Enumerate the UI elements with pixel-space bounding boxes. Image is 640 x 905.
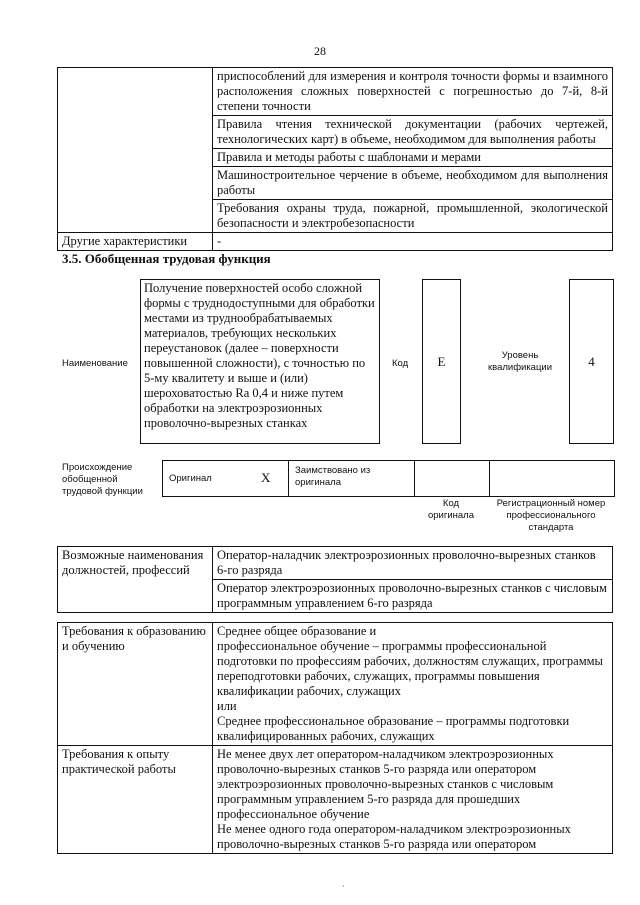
cell-line: Среднее профессиональное образование – программы подготовки квалифицированных рабочих, служащих: [217, 714, 570, 743]
original-mark: X: [261, 470, 271, 485]
code-value-box: E: [422, 279, 461, 444]
table-row: [58, 68, 613, 116]
cell-line: или: [217, 699, 237, 713]
table-cell-left: Возможные наименования должностей, профессий: [58, 547, 213, 613]
code-original-label: Код оригинала: [427, 498, 474, 521]
table-cell-left: Другие характеристики: [58, 233, 213, 251]
page-mark: ·: [342, 882, 345, 891]
table-cell: Оператор-наладчик электроэрозионных проволочно-вырезных станков 6-го разряда: [213, 547, 613, 580]
cell-line: Среднее общее образование и: [217, 624, 377, 638]
function-name-box: Получение поверхностей особо сложной формы с труднодоступными для обработки местами из труднообрабатываемых материалов, требующих нескольких переустановок (далее – поверхности повышенной сложности), с точностью по 5-му квалитету и выше и (или) шероховатостью Ra 0,4 и ниже путем обработки на электроэрозионных проволочно-вырезных станках: [140, 279, 380, 444]
table-row: [58, 547, 613, 580]
level-label: Уровень квалификации: [487, 350, 553, 373]
table-cell: Машиностроительное черчение в объеме, необходимом для выполнения работы: [213, 167, 613, 200]
table-cell: Правила чтения технической документации (рабочих чертежей, технологических карт) в объеме, необходимом для выполнения работы: [213, 116, 613, 149]
table-cell: Правила и методы работы с шаблонами и мерами: [213, 149, 613, 167]
level-value-box: 4: [569, 279, 614, 444]
table-cell: -: [213, 233, 613, 251]
table-row: [58, 233, 613, 251]
table-cell: Требования охраны труда, пожарной, промышленной, экологической безопасности и электробезопасности: [213, 200, 613, 233]
origin-original-cell: [162, 460, 289, 497]
borrowed-label: Заимствовано из оригинала: [295, 465, 371, 488]
reg-number-cell: [489, 460, 615, 497]
code-label: Код: [392, 358, 409, 369]
original-label: Оригинал: [169, 473, 212, 484]
table-cell: приспособлений для измерения и контроля точности формы и взаимного расположения сложных поверхностей с погрешностью до 7-й, 8-й степени точности: [213, 68, 613, 116]
table-cell: [213, 746, 613, 854]
knowledge-table: [57, 67, 613, 251]
cell-line: профессиональное обучение – программы профессиональной подготовки по профессиям рабочих, должностям служащих, программы переподготовки рабочих, служащих, программы повышения квалификации рабочих, служащих: [217, 639, 603, 698]
cell-line: Не менее двух лет оператором-наладчиком электроэрозионных проволочно-вырезных станков 5-го разряда или оператором электроэрозионных проволочно-вырезных станков с числовым программным управлением 5-го разряда для прошедших профессиональное обучение: [217, 747, 554, 821]
cell-line: Не менее одного года оператором-наладчиком электроэрозионных проволочно-вырезных станков 5-го разряда или оператором: [217, 822, 571, 851]
section-title: 3.5. Обобщенная трудовая функция: [62, 251, 271, 266]
table-cell: [213, 623, 613, 746]
table-row: [58, 623, 613, 746]
page-number: 28: [314, 44, 326, 58]
table-cell-left: Требования к опыту практической работы: [58, 746, 213, 854]
positions-table: [57, 546, 613, 613]
reg-number-label: Регистрационный номер профессионального стандарта: [496, 498, 606, 533]
table-cell: Оператор электроэрозионных проволочно-вырезных станков с числовым программным управлением 6-го разряда: [213, 580, 613, 613]
table-row: [58, 746, 613, 854]
name-label: Наименование: [62, 358, 128, 369]
table-cell-left: [58, 68, 213, 233]
table-cell-left: Требования к образованию и обучению: [58, 623, 213, 746]
origin-borrowed-cell: [288, 460, 415, 497]
requirements-table: [57, 622, 613, 854]
code-original-cell: [414, 460, 490, 497]
origin-label: Происхождение обобщенной трудовой функции: [62, 462, 143, 497]
